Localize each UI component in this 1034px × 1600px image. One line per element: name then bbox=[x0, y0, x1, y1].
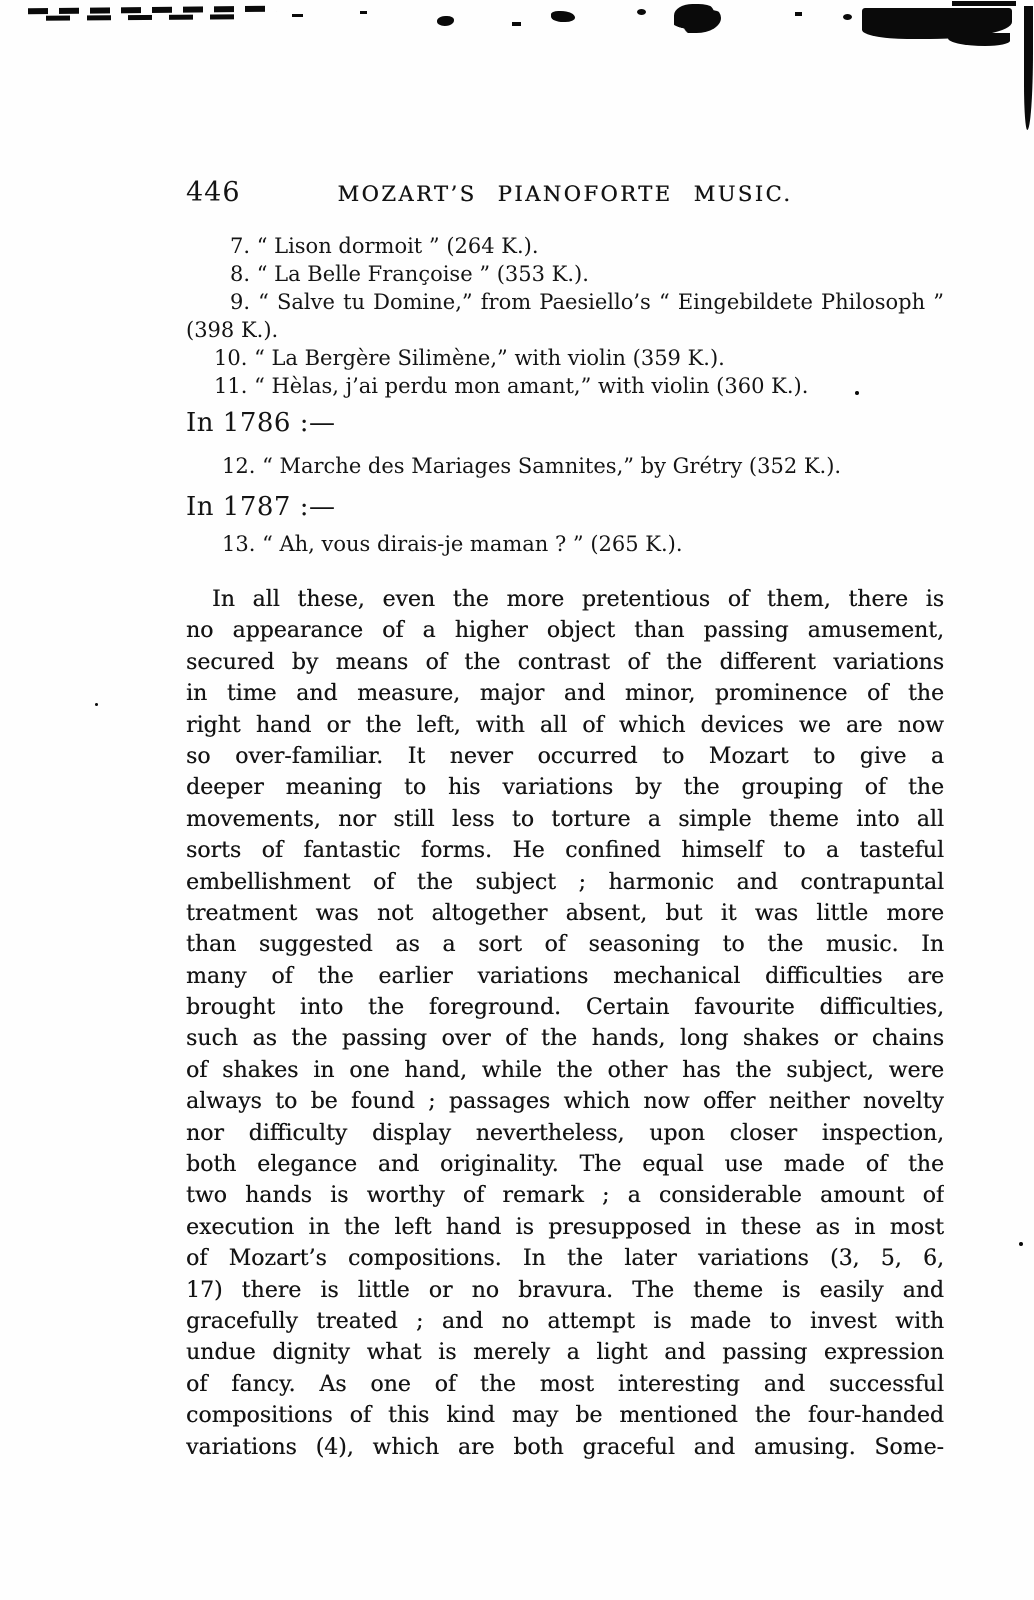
scan-artifact-speck bbox=[551, 11, 575, 22]
paragraph-line: nor difficulty display nevertheless, upon closer inspection, bbox=[186, 1120, 944, 1146]
paragraph-line: deeper meaning to his variations by the grouping of the bbox=[186, 775, 944, 801]
works-list bbox=[186, 232, 944, 400]
paragraph-line: such as the passing over of the hands, long shakes or chains bbox=[186, 1026, 944, 1052]
paragraph-line: right hand or the left, with all of which devices we are now bbox=[186, 712, 944, 738]
scan-artifact-blob bbox=[948, 33, 1010, 46]
scan-artifact-dot bbox=[1019, 1242, 1023, 1246]
year-heading-1786: In 1786 :— bbox=[186, 408, 336, 438]
body-paragraph bbox=[186, 584, 944, 1463]
scan-artifact-smudge bbox=[28, 6, 276, 15]
paragraph-line: 17) there is little or no bravura. The theme is easily and bbox=[186, 1277, 944, 1303]
scan-artifact-edge-bar bbox=[1024, 6, 1033, 130]
work-item-9: 9. “ Salve tu Domine,” from Paesiello’s “ Eingebildete Philosoph ” bbox=[230, 290, 944, 314]
paragraph-line: of fancy. As one of the most interesting and successful bbox=[186, 1371, 944, 1397]
work-item-8: 8. “ La Belle Françoise ” (353 K.). bbox=[230, 262, 589, 286]
paragraph-line: two hands is worthy of remark ; a considerable amount of bbox=[186, 1183, 944, 1209]
paragraph-line: in time and measure, major and minor, prominence of the bbox=[186, 681, 944, 707]
paragraph-line: secured by means of the contrast of the different variations bbox=[186, 649, 944, 675]
scan-artifact-speck bbox=[843, 14, 852, 20]
paragraph-line: movements, nor still less to torture a simple theme into all bbox=[186, 806, 944, 832]
scan-artifact-line bbox=[952, 1, 1016, 6]
paragraph-line: of Mozart’s compositions. In the later variations (3, 5, 6, bbox=[186, 1246, 944, 1272]
work-item-12: 12. “ Marche des Mariages Samnites,” by Grétry (352 K.). bbox=[222, 454, 842, 478]
page-header bbox=[186, 178, 944, 210]
paragraph-line: variations (4), which are both graceful and amusing. Some- bbox=[186, 1434, 944, 1460]
paragraph-line: than suggested as a sort of seasoning to the music. In bbox=[186, 932, 944, 958]
work-item-13: 13. “ Ah, vous dirais-je maman ? ” (265 K.). bbox=[222, 532, 683, 556]
scan-artifact-speck bbox=[795, 12, 802, 16]
paragraph-line: undue dignity what is merely a light and passing expression bbox=[186, 1340, 944, 1366]
paragraph-line: gracefully treated ; and no attempt is made to invest with bbox=[186, 1308, 944, 1334]
scan-artifact-speck bbox=[512, 22, 521, 26]
scan-artifact-speck bbox=[637, 9, 646, 15]
paragraph-line: sorts of fantastic forms. He confined himself to a tasteful bbox=[186, 838, 944, 864]
paragraph-line: both elegance and originality. The equal use made of the bbox=[186, 1152, 944, 1178]
paragraph-line: brought into the foreground. Certain favourite difficulties, bbox=[186, 995, 944, 1021]
scan-artifact-dot bbox=[95, 703, 98, 706]
scan-artifact-speck bbox=[437, 16, 454, 26]
scan-artifact-speck bbox=[360, 11, 367, 14]
paragraph-line: compositions of this kind may be mentioned the four-handed bbox=[186, 1403, 944, 1429]
scan-artifact-speck bbox=[292, 14, 303, 17]
work-item-10: 10. “ La Bergère Silimène,” with violin (359 K.). bbox=[214, 346, 725, 370]
paragraph-line: execution in the left hand is presupposed in these as in most bbox=[186, 1214, 944, 1240]
paragraph-line: In all these, even the more pretentious of them, there is bbox=[212, 587, 944, 612]
paragraph-line: many of the earlier variations mechanical difficulties are bbox=[186, 963, 944, 989]
paragraph-line: so over-familiar. It never occurred to Mozart to give a bbox=[186, 743, 944, 769]
scan-artifact-blob bbox=[674, 4, 721, 33]
paragraph-line: always to be found ; passages which now offer neither novelty bbox=[186, 1089, 944, 1115]
paragraph-line: treatment was not altogether absent, but it was little more bbox=[186, 900, 944, 926]
page-number: 446 bbox=[186, 177, 241, 208]
paragraph-line: no appearance of a higher object than passing amusement, bbox=[186, 618, 944, 644]
year-heading-1787: In 1787 :— bbox=[186, 492, 336, 522]
running-title: MOZART’S PIANOFORTE MUSIC. bbox=[337, 182, 793, 206]
work-item-7: 7. “ Lison dormoit ” (264 K.). bbox=[230, 234, 539, 258]
paragraph-line: embellishment of the subject ; harmonic and contrapuntal bbox=[186, 869, 944, 895]
work-item-11: 11. “ Hèlas, j’ai perdu mon amant,” with violin (360 K.). bbox=[214, 374, 809, 398]
paragraph-line: of shakes in one hand, while the other has the subject, were bbox=[186, 1057, 944, 1083]
scan-artifact-smudge bbox=[40, 14, 245, 20]
work-item-9-wrap: (398 K.). bbox=[186, 318, 279, 342]
